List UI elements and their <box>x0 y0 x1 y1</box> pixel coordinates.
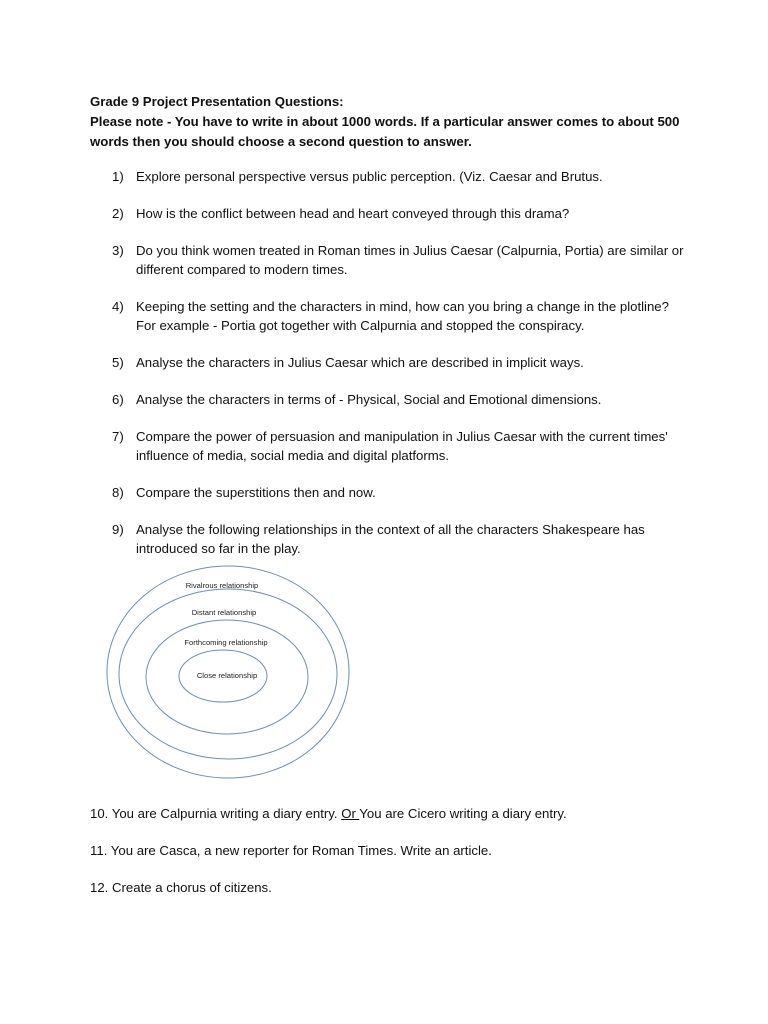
question-text: Do you think women treated in Roman times in Julius Caesar (Calpurnia, Portia) are similar or different compared to modern times. <box>136 243 684 277</box>
question-item <box>112 297 692 335</box>
question-10 <box>90 804 690 823</box>
ring-label: Distant relationship <box>191 608 257 617</box>
question-text: How is the conflict between head and heart conveyed through this drama? <box>136 206 570 221</box>
question-list <box>112 167 692 576</box>
question-text: Analyse the characters in Julius Caesar which are described in implicit ways. <box>136 355 584 370</box>
question-number: 6) <box>112 392 124 407</box>
ring-label: Rivalrous relationship <box>185 581 259 590</box>
relationship-diagram <box>100 562 360 782</box>
question-number: 3) <box>112 243 124 258</box>
question-item <box>112 167 692 186</box>
question-number: 4) <box>112 299 124 314</box>
question-item <box>112 204 692 223</box>
question-text: Explore personal perspective versus public perception. (Viz. Caesar and Brutus. <box>136 169 603 184</box>
ring-label: Forthcoming relationship <box>184 638 268 647</box>
question-10-prefix: 10. You are Calpurnia writing a diary entry. <box>90 806 342 821</box>
question-text: Compare the power of persuasion and manipulation in Julius Caesar with the current times' influence of media, social media and digital platforms. <box>136 429 668 463</box>
question-number: 7) <box>112 429 124 444</box>
question-text: Compare the superstitions then and now. <box>136 485 376 500</box>
ring-label: Close relationship <box>196 671 258 680</box>
question-item <box>112 241 692 279</box>
question-text: Analyse the following relationships in the context of all the characters Shakespeare has introduced so far in the play. <box>136 522 645 556</box>
question-item <box>112 520 692 558</box>
instruction-note: Please note - You have to write in about 1000 words. If a particular answer comes to about 500 words then you should choose a second question to answer. <box>90 114 680 149</box>
question-text: Analyse the characters in terms of - Physical, Social and Emotional dimensions. <box>136 392 602 407</box>
question-item <box>112 390 692 409</box>
document-title: Grade 9 Project Presentation Questions: <box>90 94 344 109</box>
question-number: 2) <box>112 206 124 221</box>
question-item <box>112 427 692 465</box>
question-number: 5) <box>112 355 124 370</box>
question-12: 12. Create a chorus of citizens. <box>90 880 272 895</box>
question-text: Keeping the setting and the characters in mind, how can you bring a change in the plotline? For example - Portia got together with Calpurnia and stopped the conspiracy. <box>136 299 669 333</box>
question-number: 1) <box>112 169 124 184</box>
question-10-suffix: You are Cicero writing a diary entry. <box>359 806 567 821</box>
question-item <box>112 483 692 502</box>
question-number: 9) <box>112 522 124 537</box>
heading-block <box>90 92 690 152</box>
later-question-list <box>90 804 690 915</box>
question-10-or: Or <box>341 806 360 821</box>
question-item <box>112 353 692 372</box>
question-number: 8) <box>112 485 124 500</box>
question-11: 11. You are Casca, a new reporter for Roman Times. Write an article. <box>90 843 492 858</box>
relationship-diagram-svg <box>100 562 360 782</box>
